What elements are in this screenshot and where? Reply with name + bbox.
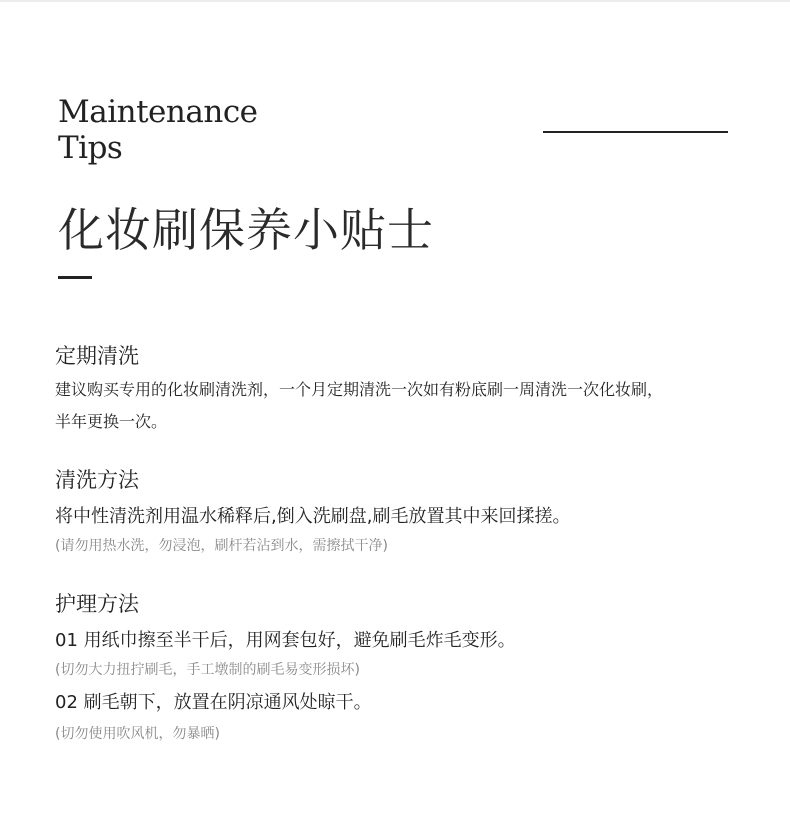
care-step-1: 01 用纸巾擦至半干后，用网套包好，避免刷毛炸毛变形。 — [55, 630, 516, 651]
section-text-line-1: 建议购买专用的化妆刷清洗剂，一个月定期清洗一次如有粉底刷一周清洗一次化妆刷， — [55, 380, 664, 399]
english-title — [58, 94, 258, 166]
section-note: (请勿用热水洗，勿浸泡，刷杆若沾到水，需擦拭干净) — [55, 538, 388, 554]
decorative-rule — [543, 131, 728, 133]
top-divider — [0, 0, 790, 2]
care-step-2: 02 刷毛朝下，放置在阴凉通风处晾干。 — [55, 692, 372, 713]
section-title-care-method: 护理方法 — [55, 592, 139, 616]
section-text-line-2: 半年更换一次。 — [55, 412, 168, 431]
english-title-line-1: Maintenance — [58, 94, 258, 130]
page-title: 化妆刷保养小贴士 — [58, 203, 434, 257]
care-step-2-note: (切勿使用吹风机，勿暴晒) — [55, 726, 220, 742]
section-title-cleaning-method: 清洗方法 — [55, 468, 139, 492]
section-title-regular-cleaning: 定期清洗 — [55, 344, 139, 368]
title-dash — [58, 276, 92, 279]
section-text: 将中性清洗剂用温水稀释后,倒入洗刷盘,刷毛放置其中来回揉搓。 — [55, 506, 571, 527]
english-title-line-2: Tips — [58, 130, 123, 166]
care-step-1-note: (切勿大力扭拧刷毛，手工墩制的刷毛易变形损坏) — [55, 662, 360, 678]
